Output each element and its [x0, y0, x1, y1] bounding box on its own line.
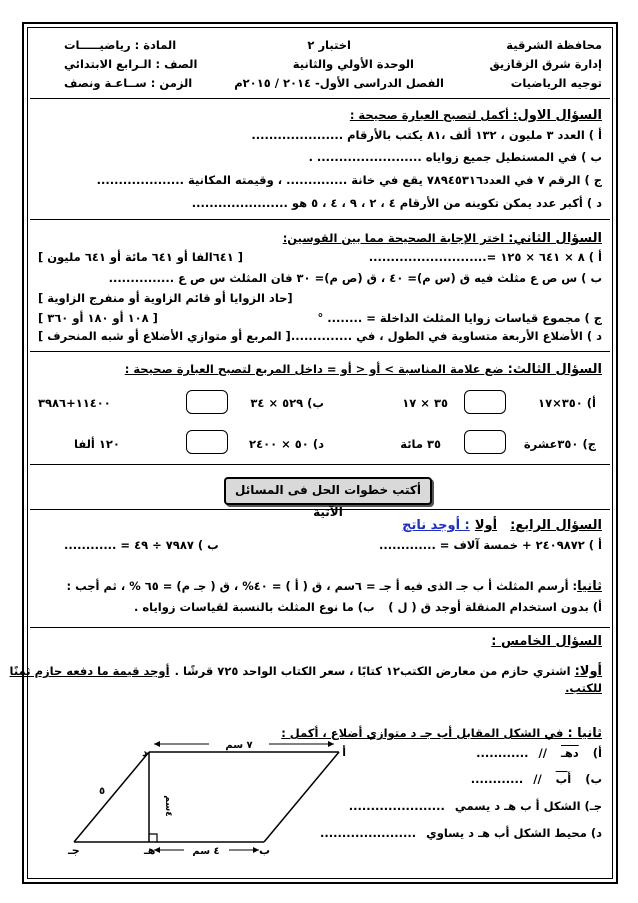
q4-second-item-b: ب) ما نوع المثلث بالنسبة لقياسات زواياه . [134, 600, 375, 614]
governorate: محافظة الشرقية [506, 38, 602, 52]
q5-item-b-blank: ............ [470, 772, 524, 786]
q4-first-instruction: : أوجد ناتج [402, 518, 470, 533]
q3-heading [125, 358, 602, 377]
q5-first-text: اشتري حازم من معارض الكتب١٢ كتابًا ، سعر الكتاب الواحد ٧٢٥ قرشًا . [174, 664, 575, 678]
exam-term: الفصل الدراسى الأول- ٢٠١٤ / ٢٠١٥م [234, 76, 444, 90]
vertex-j: جـ [68, 844, 80, 856]
divider [30, 509, 610, 510]
q1-title: السؤال الاول [517, 108, 602, 123]
edge-jd [74, 752, 149, 842]
q5-item-b-rel: // [533, 772, 542, 786]
time: الزمن : ســاعـة ونصف [64, 76, 193, 90]
q2-item-c-choices: [ ١٠٨ أو ١٨٠ أو ٣٦٠ ] [38, 311, 158, 325]
side-length-label: ٥ [98, 786, 106, 797]
q4-second-instruction: : أرسم المثلث أ ب جـ الذى فيه أ جـ = ٦سم ، ق ( أ ) = ٤٠% ، ق ( جـ م) = ٦٥ % ، ثم أجب : [66, 579, 578, 593]
divider [30, 464, 610, 465]
exam-page [9, 22, 618, 884]
q5-title: السؤال الخامس : [491, 634, 602, 649]
q1-item-c: ج ) الرقم ٧ في العدد٧٨٩٤٥٣١٦ يقع في خانة .............. ، وقيمته المكانية .................... [96, 173, 602, 187]
directorate: توجيه الرياضيات [510, 76, 602, 90]
q5-item-b [471, 772, 602, 786]
q5-first-question-cont: للكتب. [565, 681, 602, 695]
q3-title: السؤال الثالث: [507, 362, 602, 377]
q4-heading [402, 514, 602, 533]
q5-item-a-rel: // [538, 746, 547, 760]
q4-title: السؤال الرابع: [510, 518, 602, 533]
vertex-a: أ [342, 746, 346, 759]
q3-item-a-right: ٣٥ × ١٧ [402, 396, 448, 410]
q5-item-c-blank: ...................... [348, 799, 445, 813]
q5-item-a-blank: ............ [476, 746, 529, 760]
q5-item-c [349, 799, 602, 813]
q5-first-label: أولا: [574, 664, 602, 679]
grade: الصف : الـرابع الابتدائي [64, 57, 198, 71]
q3-answer-box-d[interactable] [186, 430, 228, 454]
q5-first-question: أوجد قيمة ما دفعه حازم ثمنًا [9, 664, 170, 678]
instructions-banner: أكتب خطوات الحل فى المسائل الآتية [224, 477, 432, 505]
q1-heading [350, 104, 602, 123]
administration: إدارة شرق الزقازيق [489, 57, 602, 71]
q3-instruction: ضع علامة المناسبة > أو < أو = داخل المربع لتصبح العبارة صحيحة : [124, 362, 508, 376]
q2-item-a: أ ) ٨ × ٦٤١ × ١٢٥ =........................... [368, 250, 602, 264]
q2-item-b: ب ) س ص ع مثلث فيه ق (س م)= ٤٠ ، ق (ص م)= ٣٠ فان المثلث س ص ع ............... [108, 271, 602, 285]
q4-item-a: أ ) ٢٤٠٩٨٧٢ + خمسة آلاف = ............. [379, 538, 602, 552]
right-angle-mark [149, 834, 157, 842]
q3-item-c-right: ٣٥ مائة [400, 437, 441, 451]
q5-item-b-term: أب [555, 772, 572, 786]
q2-item-b-choices: [حاد الزوايا أو قائم الزاوية أو منفرج الزاوية ] [38, 291, 293, 305]
q5-item-d-blank: ...................... [320, 826, 417, 840]
q5-first-line [10, 660, 602, 679]
bottom-length-label: ٤ سم [192, 846, 220, 856]
divider [30, 351, 610, 352]
q3-item-d-right: ١٢٠ ألفا [74, 437, 120, 451]
edge-ab [264, 752, 339, 842]
q5-second-text: في الشكل المقابل أب جـ د متوازي أضلاع ، أكمل : [281, 726, 568, 740]
q2-item-d-choices: [ المربع أو متوازي الأضلاع أو شبه المنحرف ] [38, 329, 291, 343]
top-arrow-right [328, 741, 334, 747]
q2-item-a-choices: [ ٦٤١الفا أو ٦٤١ مائة أو ٦٤١ مليون ] [38, 250, 244, 264]
q3-answer-box-b[interactable] [186, 390, 228, 414]
q4-second-heading [66, 575, 602, 594]
q5-item-a-label: أ) [592, 746, 602, 760]
q1-item-d: د ) أكبر عدد يمكن تكوينه من الأرقام ٤ ، ٢ ، ٩ ، ٤ ، ٥ هو ...................... [191, 196, 602, 210]
q1-instruction: : أكمل لتصبح العبارة صحيحة : [349, 108, 518, 122]
q5-item-b-label: ب) [585, 772, 602, 786]
vertex-b: ب [258, 844, 270, 856]
exam-title: اختبار ٢ [307, 38, 351, 52]
q3-item-c-left: ج) ٣٥٠عشرة [523, 437, 596, 451]
q2-heading [283, 227, 602, 246]
subject: المادة : رياضيـــــات [64, 38, 177, 52]
height-label: ٤سم [163, 795, 173, 817]
q5-item-d-label: د) محيط الشكل أب هـ د يساوي [426, 826, 602, 840]
divider [30, 627, 610, 628]
q3-item-a-left: أ) ٣٥٠×١٧ [538, 396, 596, 410]
q3-answer-box-c[interactable] [464, 430, 506, 454]
q4-second-label: ثانيا [577, 579, 602, 594]
q2-title: السؤال الثاني: [508, 231, 602, 246]
q3-answer-box-a[interactable] [464, 390, 506, 414]
q4-second-item-a: أ) بدون استخدام المنقلة أوجد ق ( ل ) [388, 600, 602, 614]
q4-first-label: أولا [474, 518, 498, 533]
q1-item-a: أ ) العدد ٣ مليون ، ١٣٢ ألف ،٨١ يكتب بالأرقام ..................... [251, 128, 602, 142]
q2-item-d: د ) الأضلاع الأربعة متساوية في الطول ، في ............... [286, 329, 602, 343]
exam-unit: الوحدة الأولي والثانية [292, 57, 414, 71]
q5-item-a-term: دهـ [560, 746, 579, 760]
q5-item-d [320, 826, 602, 840]
q5-item-c-label: جـ) الشكل أ ب هـ د يسمي [454, 799, 602, 813]
top-arrow-left [154, 741, 160, 747]
vertex-d: د [142, 746, 148, 759]
parallelogram-figure [54, 736, 354, 856]
q3-item-b-right: ١١٤٠٠+٣٩٨٦ [38, 396, 111, 410]
q4-item-b: ب ) ٧٩٨٧ ÷ ٤٩ = ............ [64, 538, 219, 552]
divider [30, 98, 610, 99]
q2-instruction: اختر الإجابة الصحيحة مما بين القوسين: [282, 231, 509, 245]
q5-second-label: ثانيا : [567, 726, 602, 741]
divider [30, 219, 610, 220]
q2-item-c: ج ) مجموع قياسات زوايا المثلث الداخلة = ........ ° [317, 311, 602, 325]
top-length-label: ٧ سم [225, 740, 253, 751]
q3-item-b-left: ب) ٥٢٩ × ٣٤ [250, 396, 324, 410]
q1-item-b: ب ) في المستطيل جميع زواياه ........................ . [308, 150, 602, 164]
q5-item-a [476, 746, 602, 760]
vertex-h: هـ [144, 844, 156, 856]
q3-item-d-left: د) ٥٠ × ٢٤٠٠ [249, 437, 324, 451]
